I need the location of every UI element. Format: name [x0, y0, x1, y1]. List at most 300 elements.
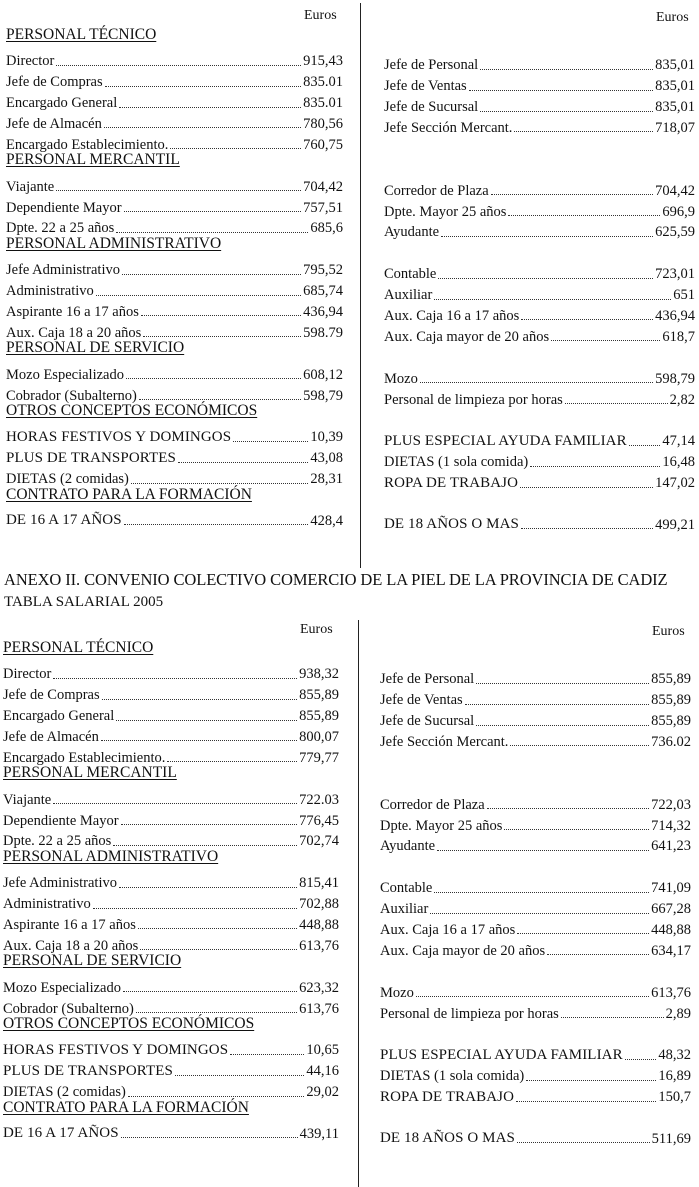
section-heading: PERSONAL ADMINISTRATIVO — [6, 234, 222, 252]
salary-value: 779,77 — [299, 749, 339, 766]
section-heading: PERSONAL TÉCNICO — [3, 639, 154, 656]
salary-row — [6, 361, 343, 382]
category-label: Contable — [380, 880, 433, 897]
dot-leader — [119, 887, 297, 888]
section-heading: PERSONAL MERCANTIL — [3, 764, 177, 782]
salary-row — [6, 299, 343, 320]
dot-leader — [233, 441, 308, 442]
salary-row — [3, 1058, 339, 1079]
dot-leader — [517, 1142, 650, 1143]
dot-leader — [508, 215, 660, 216]
salary-row — [380, 917, 691, 938]
salary-row — [384, 115, 695, 136]
salary-value: 47,14 — [662, 433, 695, 450]
dot-leader — [420, 382, 653, 383]
salary-value: 48,32 — [658, 1047, 691, 1064]
dot-leader — [547, 954, 649, 955]
dot-leader — [124, 524, 309, 525]
dot-leader — [517, 933, 649, 934]
category-label: Viajante — [6, 178, 55, 195]
salary-row — [384, 511, 695, 532]
salary-value: 448,88 — [651, 921, 691, 938]
salary-value: 835,01 — [655, 57, 695, 74]
category-label: Cobrador (Subalterno) — [3, 1000, 134, 1017]
category-label: Ayudante — [380, 838, 436, 855]
salary-value: 618,7 — [662, 328, 695, 345]
salary-value: 722.03 — [299, 791, 339, 808]
salary-row — [3, 744, 339, 765]
salary-value: 499,21 — [655, 516, 695, 533]
salary-value: 613,76 — [299, 1000, 339, 1017]
spacer-row — [384, 407, 695, 428]
category-label: Encargado Establecimiento. — [6, 136, 169, 153]
dot-leader — [480, 69, 653, 70]
dot-leader — [520, 487, 653, 488]
dot-leader — [101, 740, 297, 741]
salary-row — [380, 875, 691, 896]
category-label: Jefe de Almacén — [6, 115, 102, 132]
salary-row — [6, 278, 343, 299]
dot-leader — [121, 1137, 298, 1138]
category-label: Director — [3, 666, 52, 683]
dot-leader — [93, 908, 297, 909]
salary-row — [380, 791, 691, 812]
salary-value: 702,88 — [299, 896, 339, 913]
dot-leader — [116, 720, 297, 721]
salary-row — [6, 48, 343, 69]
salary-value: 776,45 — [299, 812, 339, 829]
salary-row — [6, 466, 343, 487]
salary-value: 915,43 — [303, 53, 343, 70]
dot-leader — [119, 107, 301, 108]
salary-row — [380, 708, 691, 729]
category-label: Dpte. 22 a 25 años — [3, 833, 112, 850]
salary-row — [384, 219, 695, 240]
dot-leader — [175, 1075, 304, 1076]
category-label: Jefe Administrativo — [6, 262, 120, 279]
dot-leader — [131, 483, 309, 484]
salary-value: 10,39 — [310, 429, 343, 446]
category-label: Jefe de Sucursal — [384, 99, 479, 116]
dot-leader — [487, 808, 649, 809]
column-divider — [360, 3, 361, 568]
salary-row — [3, 891, 339, 912]
salary-value: 598,79 — [655, 370, 695, 387]
salary-row — [3, 870, 339, 891]
category-label: DE 16 A 17 AÑOS — [6, 512, 122, 529]
category-label: HORAS FESTIVOS Y DOMINGOS — [3, 1041, 229, 1058]
dot-leader — [124, 211, 302, 212]
dot-leader — [167, 761, 297, 762]
salary-row — [384, 94, 695, 115]
dot-leader — [105, 86, 301, 87]
salary-row — [3, 1079, 339, 1100]
salary-value: 150,7 — [658, 1089, 691, 1106]
salary-row — [384, 428, 695, 449]
category-label: Aux. Caja 16 a 17 años — [380, 921, 516, 938]
salary-value: 598,79 — [303, 387, 343, 404]
salary-value: 938,32 — [299, 666, 339, 683]
salary-value: 634,17 — [651, 942, 691, 959]
salary-row — [380, 833, 691, 854]
dot-leader — [530, 466, 660, 467]
salary-row — [3, 807, 339, 828]
category-label: HORAS FESTIVOS Y DOMINGOS — [6, 428, 232, 445]
category-label: Mozo Especializado — [3, 979, 121, 996]
salary-row — [3, 932, 339, 953]
salary-value: 511,69 — [651, 1130, 691, 1147]
category-label: DE 16 A 17 AÑOS — [3, 1125, 119, 1142]
salary-row — [380, 1125, 691, 1146]
salary-value: 704,42 — [303, 178, 343, 195]
dot-leader — [138, 928, 297, 929]
salary-value: 835,01 — [655, 99, 695, 116]
salary-row — [6, 173, 343, 194]
salary-value: 855,89 — [651, 671, 691, 688]
salary-row — [3, 682, 339, 703]
category-label: Contable — [384, 266, 437, 283]
spacer-row — [380, 1021, 691, 1042]
category-label: Viajante — [3, 791, 52, 808]
spacer-row — [380, 749, 691, 770]
category-label: Jefe de Ventas — [384, 78, 467, 95]
salary-row — [6, 445, 343, 466]
dot-leader — [102, 699, 297, 700]
salary-row — [3, 912, 339, 933]
salary-row — [380, 687, 691, 708]
category-label: Jefe de Almacén — [3, 728, 99, 745]
salary-row — [380, 1042, 691, 1063]
dot-leader — [491, 194, 653, 195]
category-label: DIETAS (2 comidas) — [3, 1084, 126, 1101]
salary-value: 2,82 — [669, 391, 695, 408]
table-title: TABLA SALARIAL 2005 — [4, 594, 164, 610]
category-label: Ayudante — [384, 224, 440, 241]
salary-row — [384, 52, 695, 73]
unit-label-left: Euros — [304, 8, 337, 23]
salary-row — [3, 661, 339, 682]
dot-leader — [121, 824, 298, 825]
category-label: Dpte. 22 a 25 años — [6, 220, 115, 237]
salary-value: 855,89 — [651, 692, 691, 709]
salary-value: 147,02 — [655, 475, 695, 492]
category-label: Administrativo — [3, 896, 91, 913]
dot-leader — [526, 1080, 656, 1081]
section-heading: PERSONAL ADMINISTRATIVO — [3, 847, 219, 865]
category-label: Personal de limpieza por horas — [380, 1005, 559, 1022]
salary-value: 667,28 — [651, 901, 691, 918]
dot-leader — [116, 232, 308, 233]
dot-leader — [434, 299, 671, 300]
salary-value: 10,65 — [306, 1042, 339, 1059]
salary-row — [380, 1063, 691, 1084]
category-label: Director — [6, 53, 55, 70]
salary-row — [3, 974, 339, 995]
category-label: Jefe Administrativo — [3, 875, 117, 892]
salary-row — [6, 111, 343, 132]
salary-value: 641,23 — [651, 838, 691, 855]
salary-row — [6, 131, 343, 152]
section-heading: PERSONAL TÉCNICO — [6, 26, 157, 43]
dot-leader — [143, 336, 301, 337]
dot-leader — [123, 991, 297, 992]
dot-leader — [480, 111, 653, 112]
dot-leader — [504, 829, 649, 830]
salary-row — [6, 424, 343, 445]
salary-value: 685,6 — [310, 220, 343, 237]
category-label: Encargado General — [6, 95, 118, 112]
spacer-row — [380, 770, 691, 791]
salary-row — [380, 1000, 691, 1021]
salary-value: 714,32 — [651, 817, 691, 834]
category-label: Mozo — [380, 984, 414, 1001]
salary-value: 16,89 — [658, 1068, 691, 1085]
salary-value: 685,74 — [303, 283, 343, 300]
section-heading: OTROS CONCEPTOS ECONÓMICOS — [3, 1015, 255, 1033]
salary-value: 2,89 — [665, 1005, 691, 1022]
category-label: Mozo — [384, 370, 418, 387]
spacer-row — [384, 31, 695, 52]
salary-value: 855,89 — [651, 713, 691, 730]
dot-leader — [416, 996, 649, 997]
salary-row — [3, 828, 339, 849]
salary-value: 28,31 — [310, 471, 343, 488]
salary-value: 436,94 — [303, 303, 343, 320]
dot-leader — [438, 278, 653, 279]
salary-value: 855,89 — [299, 708, 339, 725]
salary-row — [380, 979, 691, 1000]
salary-row — [380, 896, 691, 917]
unit-label-right: Euros — [656, 10, 689, 25]
category-label: Aspirante 16 a 17 años — [3, 916, 136, 933]
category-label: PLUS DE TRANSPORTES — [3, 1062, 173, 1079]
category-label: Dependiente Mayor — [6, 199, 122, 216]
section-heading: PERSONAL DE SERVICIO — [6, 339, 185, 357]
salary-row — [3, 703, 339, 724]
salary-value: 428,4 — [310, 512, 343, 529]
salary-row — [384, 177, 695, 198]
salary-value: 855,89 — [299, 687, 339, 704]
salary-value: 760,75 — [303, 136, 343, 153]
salary-value: 16,48 — [662, 454, 695, 471]
salary-row — [384, 261, 695, 282]
salary-value: 741,09 — [651, 880, 691, 897]
salary-row — [6, 382, 343, 403]
salary-value: 439,11 — [299, 1125, 339, 1142]
salary-row — [384, 323, 695, 344]
salary-row — [6, 257, 343, 278]
dot-leader — [104, 127, 301, 128]
category-label: Encargado Establecimiento. — [3, 749, 166, 766]
category-label: Jefe de Personal — [380, 671, 475, 688]
category-label: Dependiente Mayor — [3, 812, 119, 829]
salary-value: 795,52 — [303, 262, 343, 279]
category-label: Aspirante 16 a 17 años — [6, 303, 139, 320]
salary-value: 722,03 — [651, 796, 691, 813]
salary-value: 613,76 — [651, 984, 691, 1001]
salary-value: 718,07 — [655, 119, 695, 136]
category-label: Corredor de Plaza — [380, 796, 485, 813]
category-label: ROPA DE TRABAJO — [384, 474, 519, 491]
salary-row — [6, 69, 343, 90]
category-label: DE 18 AÑOS O MAS — [380, 1130, 515, 1147]
dot-leader — [521, 319, 653, 320]
table-2-right-column — [380, 645, 691, 1146]
salary-value: 835.01 — [303, 95, 343, 112]
dot-leader — [514, 131, 653, 132]
dot-leader — [551, 340, 660, 341]
salary-row — [3, 1120, 339, 1141]
salary-row — [384, 386, 695, 407]
category-label: ROPA DE TRABAJO — [380, 1088, 515, 1105]
salary-value: 29,02 — [306, 1084, 339, 1101]
unit-label-left: Euros — [300, 622, 333, 637]
category-label: DIETAS (1 sola comida) — [380, 1068, 525, 1085]
salary-value: 623,32 — [299, 979, 339, 996]
dot-leader — [140, 949, 297, 950]
salary-value: 800,07 — [299, 728, 339, 745]
salary-value: 651 — [673, 287, 695, 304]
dot-leader — [565, 403, 668, 404]
salary-row — [380, 666, 691, 687]
annex-title: ANEXO II. CONVENIO COLECTIVO COMERCIO DE LA PIEL DE LA PROVINCIA DE CADIZ — [4, 570, 668, 589]
category-label: DIETAS (1 sola comida) — [384, 454, 529, 471]
spacer-row — [384, 344, 695, 365]
category-label: Aux. Caja 18 a 20 años — [3, 937, 139, 954]
dot-leader — [437, 850, 649, 851]
salary-row — [384, 198, 695, 219]
category-label: Mozo Especializado — [6, 366, 124, 383]
salary-row — [384, 365, 695, 386]
dot-leader — [122, 274, 301, 275]
dot-leader — [56, 65, 301, 66]
spacer-row — [380, 958, 691, 979]
dot-leader — [629, 445, 661, 446]
salary-value: 780,56 — [303, 115, 343, 132]
spacer-row — [380, 854, 691, 875]
dot-leader — [170, 148, 301, 149]
category-label: DIETAS (2 comidas) — [6, 471, 129, 488]
salary-value: 598.79 — [303, 324, 343, 341]
category-label: Encargado General — [3, 708, 115, 725]
dot-leader — [128, 1096, 305, 1097]
dot-leader — [230, 1054, 304, 1055]
salary-row — [380, 1084, 691, 1105]
spacer-row — [380, 1105, 691, 1126]
category-label: Administrativo — [6, 283, 94, 300]
salary-row — [384, 73, 695, 94]
table-1-right-column — [384, 31, 695, 532]
salary-value: 625,59 — [655, 224, 695, 241]
salary-row — [380, 812, 691, 833]
salary-row — [3, 724, 339, 745]
section-heading: OTROS CONCEPTOS ECONÓMICOS — [6, 402, 258, 420]
salary-row — [6, 507, 343, 528]
dot-leader — [178, 462, 308, 463]
salary-value: 704,42 — [655, 182, 695, 199]
salary-row — [380, 937, 691, 958]
salary-row — [6, 215, 343, 236]
salary-value: 835,01 — [655, 78, 695, 95]
dot-leader — [510, 745, 649, 746]
dot-leader — [476, 725, 649, 726]
category-label: DE 18 AÑOS O MAS — [384, 516, 519, 533]
salary-value: 613,76 — [299, 937, 339, 954]
dot-leader — [476, 683, 649, 684]
salary-row — [6, 194, 343, 215]
salary-row — [384, 449, 695, 470]
salary-row — [380, 729, 691, 750]
spacer-row — [380, 645, 691, 666]
category-label: Aux. Caja mayor de 20 años — [380, 942, 546, 959]
category-label: Jefe de Compras — [6, 74, 103, 91]
salary-value: 702,74 — [299, 833, 339, 850]
dot-leader — [430, 913, 649, 914]
dot-leader — [136, 1012, 297, 1013]
salary-value: 736.02 — [651, 733, 691, 750]
category-label: Auxiliar — [384, 287, 433, 304]
category-label: Aux. Caja 18 a 20 años — [6, 324, 142, 341]
category-label: Jefe Sección Mercant. — [384, 119, 513, 136]
category-label: PLUS ESPECIAL AYUDA FAMILIAR — [380, 1046, 623, 1063]
category-label: Aux. Caja mayor de 20 años — [384, 328, 550, 345]
salary-value: 44,16 — [306, 1063, 339, 1080]
dot-leader — [96, 295, 301, 296]
section-heading: CONTRATO PARA LA FORMACIÓN — [3, 1098, 249, 1116]
spacer-row — [384, 240, 695, 261]
category-label: Jefe de Compras — [3, 687, 100, 704]
section-heading: PERSONAL MERCANTIL — [6, 151, 180, 169]
salary-row — [6, 90, 343, 111]
dot-leader — [56, 190, 301, 191]
dot-leader — [561, 1017, 664, 1018]
salary-row — [384, 470, 695, 491]
dot-leader — [516, 1101, 656, 1102]
column-divider — [358, 620, 359, 1187]
salary-value: 696,9 — [662, 203, 695, 220]
category-label: Jefe de Personal — [384, 57, 479, 74]
category-label: Dpte. Mayor 25 años — [384, 203, 507, 220]
dot-leader — [469, 90, 653, 91]
dot-leader — [53, 803, 297, 804]
category-label: PLUS DE TRANSPORTES — [6, 449, 176, 466]
salary-value: 723,01 — [655, 266, 695, 283]
category-label: Jefe Sección Mercant. — [380, 733, 509, 750]
category-label: Aux. Caja 16 a 17 años — [384, 307, 520, 324]
spacer-row — [384, 491, 695, 512]
dot-leader — [434, 892, 649, 893]
section-heading: CONTRATO PARA LA FORMACIÓN — [6, 485, 252, 503]
category-label: Personal de limpieza por horas — [384, 391, 563, 408]
salary-row — [384, 282, 695, 303]
salary-value: 815,41 — [299, 875, 339, 892]
salary-value: 43,08 — [310, 450, 343, 467]
category-label: Corredor de Plaza — [384, 182, 489, 199]
dot-leader — [126, 378, 301, 379]
salary-value: 757,51 — [303, 199, 343, 216]
category-label: Dpte. Mayor 25 años — [380, 817, 503, 834]
table-1-left-column — [6, 27, 343, 528]
dot-leader — [113, 845, 297, 846]
dot-leader — [441, 236, 653, 237]
spacer-row — [384, 135, 695, 156]
dot-leader — [53, 678, 297, 679]
dot-leader — [625, 1059, 657, 1060]
salary-table-1 — [0, 0, 699, 568]
section-heading: PERSONAL DE SERVICIO — [3, 952, 182, 970]
category-label: PLUS ESPECIAL AYUDA FAMILIAR — [384, 432, 627, 449]
salary-row — [6, 319, 343, 340]
